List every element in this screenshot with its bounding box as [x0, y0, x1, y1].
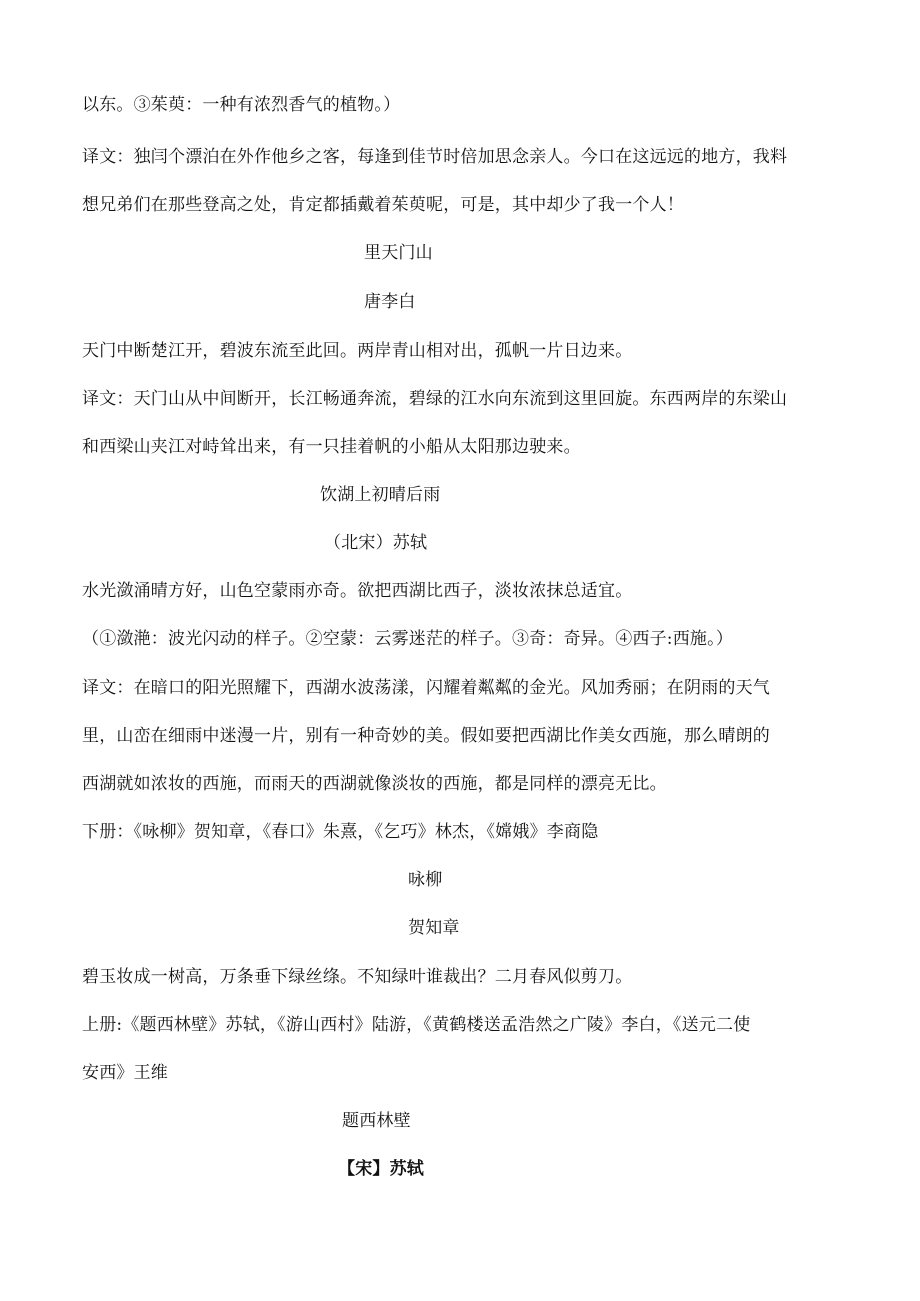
poem-title: 题西林壁 — [342, 1111, 411, 1131]
annotation-line: （①潋滟：波光闪动的样子。②空蒙：云雾迷茫的样子。③奇：奇异。④西子:西施。） — [82, 629, 734, 649]
poem-author: （北宋）苏轼 — [324, 533, 428, 553]
poem-text: 天门中断楚江开，碧波东流至此回。两岸青山相对出，孤帆一片日边来。 — [82, 341, 633, 361]
volume-list-line: 下册：《咏柳》贺知章，《春口》朱熹，《乞巧》林杰，《嫦娥》李商隐 — [82, 822, 599, 842]
translation-line: 译文：天门山从中间断开，长江畅通奔流，碧绿的江水向东流到这里回旋。东西两岸的东梁山 — [82, 389, 788, 409]
translation-line: 里，山峦在细雨中迷漫一片，别有一种奇妙的美。假如要把西湖比作美女西施，那么晴朗的 — [82, 726, 770, 746]
translation-line: 译文：独闫个漂泊在外作他乡之客，每逢到佳节时倍加思念亲人。今口在这远远的地方，我料 — [82, 147, 788, 167]
poem-author: 【宋】苏轼 — [338, 1159, 424, 1179]
poem-text: 碧玉妆成一树高，万条垂下绿丝绦。不知绿叶谁裁出？二月春风似剪刀。 — [82, 967, 633, 987]
poem-author: 贺知章 — [408, 918, 460, 938]
text-line: 以东。③茱萸：一种有浓烈香气的植物。） — [82, 95, 401, 115]
poem-text: 水光潋涌晴方好，山色空蒙雨亦奇。欲把西湖比西子，淡妆浓抹总适宜。 — [82, 581, 633, 601]
poem-author: 唐李白 — [364, 292, 416, 312]
volume-list-line: 安西》王维 — [82, 1063, 168, 1083]
volume-list-line: 上册:《题西林壁》苏轼，《游山西村》陆游，《黄鹤楼送孟浩然之广陵》李白，《送元二使 — [82, 1015, 751, 1035]
poem-title: 里天门山 — [364, 243, 433, 263]
translation-line: 和西梁山夹江对峙耸出来，有一只挂着帆的小船从太阳那边驶来。 — [82, 437, 581, 457]
translation-line: 西湖就如浓妆的西施，而雨天的西湖就像淡妆的西施，都是同样的漂亮无比。 — [82, 774, 667, 794]
translation-line: 想兄弟们在那些登高之处，肯定都插戴着茱萸呢，可是，其中却少了我一个人！ — [82, 195, 684, 215]
poem-title: 咏柳 — [408, 870, 443, 890]
poem-title: 饮湖上初晴后雨 — [320, 485, 441, 505]
translation-line: 译文：在暗口的阳光照耀下，西湖水波荡漾，闪耀着粼粼的金光。风加秀丽；在阴雨的天气 — [82, 678, 770, 698]
